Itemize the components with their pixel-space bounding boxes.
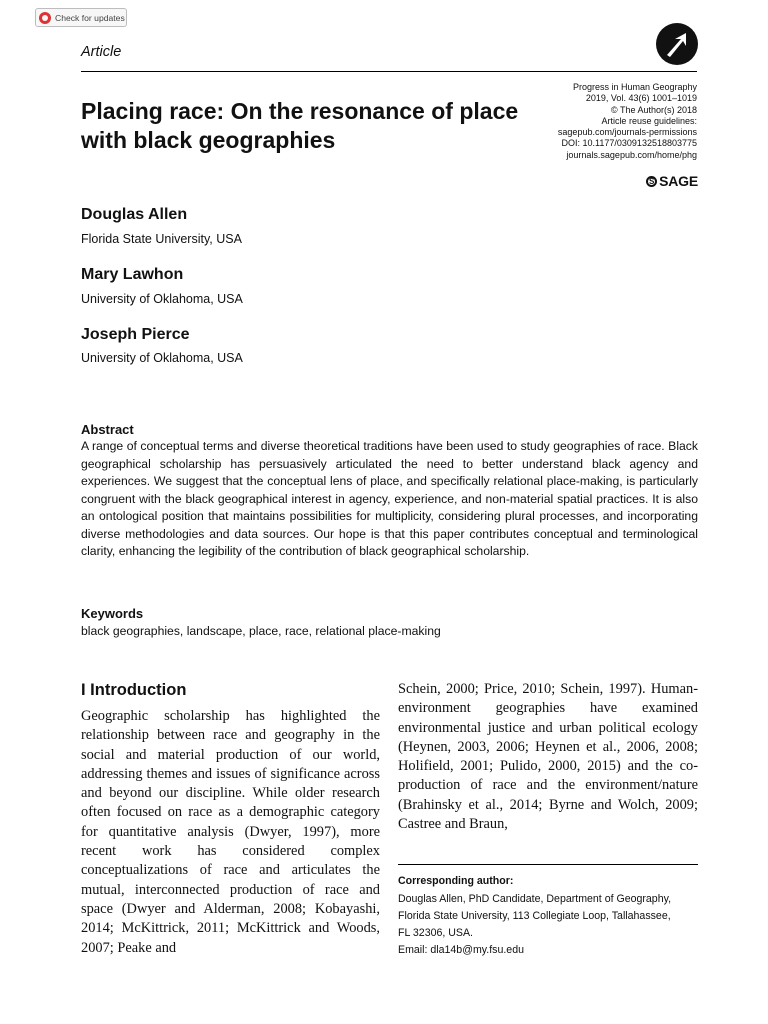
author-name: Douglas Allen <box>81 206 188 223</box>
check-for-updates-icon <box>39 12 51 24</box>
sage-logo <box>646 173 698 189</box>
corresponding-author-line: Florida State University, 113 Collegiate Loop, Tallahassee, <box>398 910 671 922</box>
sage-wordmark: SAGE <box>659 173 698 189</box>
author-name: Joseph Pierce <box>81 326 190 343</box>
article-type-label: Article <box>81 44 122 60</box>
journal-name: Progress in Human Geography <box>572 82 697 92</box>
keywords-text: black geographies, landscape, place, race, relational place-making <box>81 624 441 638</box>
author-affiliation: University of Oklahoma, USA <box>81 351 243 365</box>
reuse-guidelines: Article reuse guidelines: <box>601 115 697 126</box>
corresponding-author-line: Douglas Allen, PhD Candidate, Department of Geography, <box>398 893 672 905</box>
body-text-column-left: Geographic scholarship has highlighted the relationship between race and geography in the social and material production of our world, addressing themes and issues of significance across and beyond our discipline. While older research often focused on race as a demographic category for quantitative analysis (Dwyer, 1997), more recent work has considered complex conceptualizations of race and articulates the mutual, interconnected production of race and space (Dwyer and Alderman, 2008; Kobayashi, 2014; McKittrick, 2011; McKittrick and Woods, 2007; Peake and <box>81 708 380 956</box>
section-heading-introduction: I Introduction <box>81 681 187 699</box>
journal-meta <box>558 82 697 161</box>
corresponding-author-line: FL 32306, USA. <box>398 927 473 939</box>
corresponding-author-email[interactable]: Email: dla14b@my.fsu.edu <box>398 944 524 956</box>
keywords-heading: Keywords <box>81 606 144 621</box>
body-text-column-right: Schein, 2000; Price, 2010; Schein, 1997). Human-environment geographies have examined environmental justice and urban political ecology (Heynen, 2003, 2006; Heynen et al., 2006, 2008; Holifield, 2001; Pulido, 2000, 2015) and the co-production of race and the environment/nature (Brahinsky et al., 2014; Byrne and Wolch, 2009; Castree and Braun, <box>398 681 698 833</box>
check-for-updates-label: Check for updates <box>55 12 125 23</box>
abstract-text: A range of conceptual terms and diverse theoretical traditions have been used to study geographies of race. Black geographical scholarship has persuasively articulated the need to better understand black agency and experiences. We suggest that the conceptual lens of place, and specifically relational place-making, is particularly congruent with the black geographical interest in agency, experience, and non-material spatial practices. It is also an ontological position that maintains possibilities for multiplicity, considering plural processes, and incorporating diverse methodologies and data sources. Our hope is that this paper contributes conceptual and terminological clarity, enhancing the legibility of the contribution of black geographical scholarship. <box>81 439 698 558</box>
journal-homepage-link[interactable]: journals.sagepub.com/home/phg <box>566 149 697 160</box>
author-name: Mary Lawhon <box>81 266 184 283</box>
author-affiliation: University of Oklahoma, USA <box>81 292 243 306</box>
article-title: Placing race: On the resonance of place with black geographies <box>81 98 519 153</box>
corresponding-author-heading: Corresponding author: <box>398 875 514 887</box>
author-affiliation: Florida State University, USA <box>81 232 242 246</box>
permissions-link[interactable]: sagepub.com/journals-permissions <box>557 127 697 138</box>
journal-volume: 2019, Vol. 43(6) 1001–1019 <box>585 93 697 104</box>
copyright: © The Author(s) 2018 <box>610 104 697 115</box>
footnote-rule <box>398 864 698 865</box>
abstract-heading: Abstract <box>81 422 134 437</box>
sage-mark-icon: S <box>646 176 657 187</box>
open-access-icon <box>656 23 698 65</box>
check-for-updates-button[interactable] <box>35 8 127 27</box>
corresponding-author-details <box>398 891 700 959</box>
header-rule <box>81 71 697 72</box>
doi-link[interactable]: DOI: 10.1177/0309132518803775 <box>561 138 697 149</box>
